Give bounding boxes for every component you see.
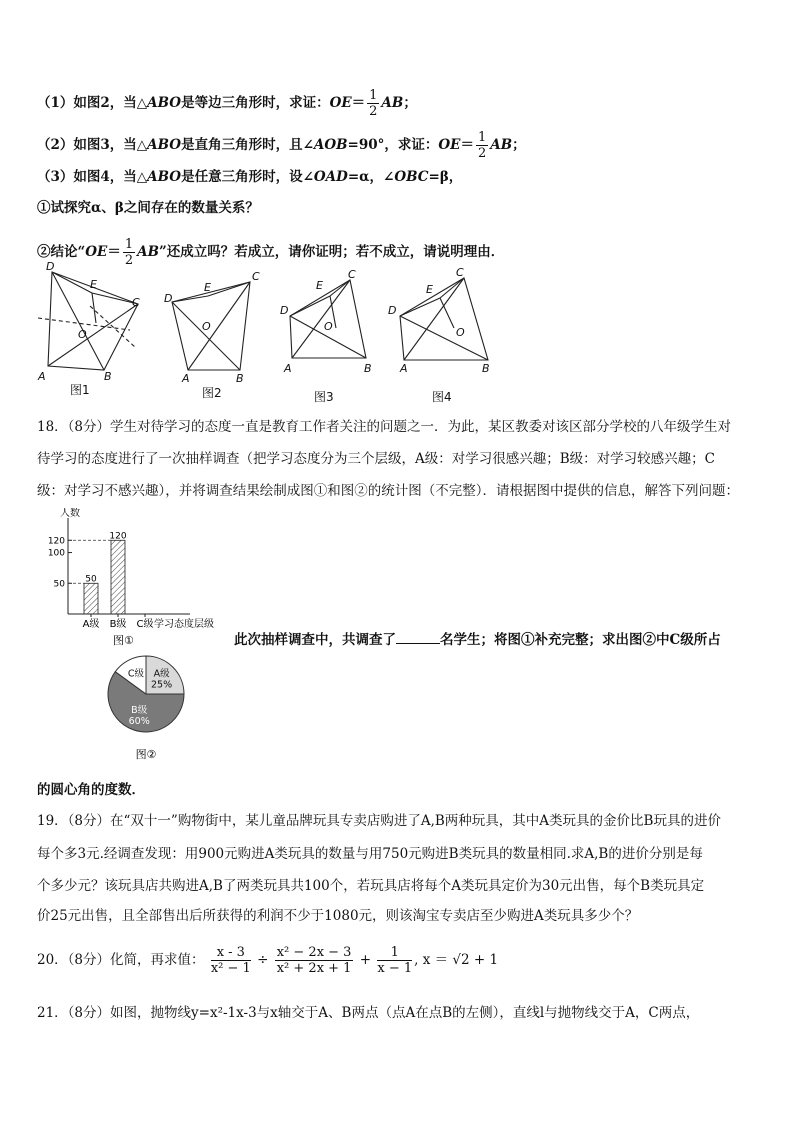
pie-chart bbox=[100, 654, 200, 762]
y-axis-label: 人数 bbox=[60, 508, 80, 519]
q18-line2: 待学习的态度进行了一次抽样调查（把学习态度分为三个层级，A级：对学习很感兴趣；B级：对学习较感兴趣；C bbox=[37, 451, 715, 467]
q19-line4: 价25元出售，且全部售出后所获得的利润不少于1080元，则该淘宝专卖店至少购进A类玩具多少个？ bbox=[37, 908, 639, 924]
label-o: O bbox=[202, 320, 211, 333]
pie-slice-name: B级 bbox=[131, 704, 148, 716]
label-a: A bbox=[284, 362, 292, 375]
label-e: E bbox=[90, 278, 97, 291]
bar-chart bbox=[40, 508, 240, 650]
bar bbox=[111, 540, 125, 614]
bar-value-label: 120 bbox=[109, 531, 127, 542]
q20: 20．（8分）化简，再求值： $\frac{x - 3}{\text{x² − 1}}$ ÷ $\frac{\text{x² − 2x − 3}}{\text{x² + 2x + 1}}$ + $\frac{1}{x - 1}$ , x ＝ √2 + 1 bbox=[37, 945, 499, 976]
q19-line2: 每个多3元.经调查发现：用900元购进A类玩具的数量与用750元购进B类玩具的数量相同.求A,B的进价分别是每 bbox=[37, 846, 703, 862]
bar bbox=[84, 583, 98, 614]
bar-value-label: 50 bbox=[85, 574, 97, 585]
q17-sub2: ②结论“OE＝ $\frac{1}{2}$ AB”还成立吗？若成立，请你证明；若不成立，请说明理由． bbox=[37, 237, 505, 268]
label-b: B bbox=[482, 362, 490, 375]
label-c: C bbox=[132, 296, 140, 309]
figure-4 bbox=[400, 278, 488, 360]
y-tick-label: 120 bbox=[47, 536, 65, 547]
answer-blank[interactable] bbox=[396, 631, 440, 644]
label-e: E bbox=[316, 279, 323, 292]
q17-part3: （3）如图4，当△ABO是任意三角形时，设∠OAD=α，∠OBC=β， bbox=[37, 169, 463, 185]
caption-fig4: 图4 bbox=[432, 390, 452, 404]
pie-slice-name: C级 bbox=[127, 668, 145, 680]
q18-line3: 级：对学习不感兴趣），并将调查结果绘制成图①和图②的统计图（不完整）．请根据图中提供的信息，解答下列问题： bbox=[37, 483, 739, 499]
fraction-half: $\frac{1}{2}$ bbox=[369, 88, 378, 119]
label-o: O bbox=[324, 320, 333, 333]
label-d: D bbox=[280, 304, 289, 317]
label-o: O bbox=[78, 328, 87, 341]
pie-slice-name: A级 bbox=[153, 668, 170, 680]
caption-fig2: 图2 bbox=[202, 386, 222, 400]
label-o: O bbox=[456, 326, 465, 339]
chart-caption: 图② bbox=[135, 748, 157, 761]
q17-sub1: ①试探究α、β之间存在的数量关系？ bbox=[37, 200, 259, 216]
q21-line1: 21．（8分）如图，抛物线y=x²-1x-3与x轴交于A、B两点（点A在点B的左侧），直线l与抛物线交于A，C两点， bbox=[37, 1005, 700, 1021]
pie-slice-label: 60% bbox=[128, 715, 150, 727]
label-a: A bbox=[182, 372, 190, 385]
label-c: C bbox=[456, 266, 464, 279]
fraction-3: $\frac{1}{x - 1}$ bbox=[377, 945, 413, 976]
fraction-half: $\frac{1}{2}$ bbox=[124, 237, 134, 268]
label-d: D bbox=[388, 304, 397, 317]
label-e: E bbox=[204, 281, 211, 294]
label-a: A bbox=[38, 370, 46, 383]
y-tick-label: 100 bbox=[47, 548, 65, 559]
x-tick-label: B级 bbox=[109, 619, 127, 630]
geometry-figures bbox=[30, 258, 510, 408]
label-d: D bbox=[164, 292, 173, 305]
q18-line1: 18．（8分）学生对待学习的态度一直是教育工作者关注的问题之一．为此，某区教委对该区部分学校的八年级学生对 bbox=[37, 419, 732, 435]
q18-question: 此次抽样调查中，共调查了 名学生；将图①补充完整；求出图②中C级所占 bbox=[234, 632, 721, 648]
fraction-1: $\frac{x - 3}{\text{x² − 1}}$ bbox=[210, 945, 251, 976]
pie-slice-label: 25% bbox=[151, 679, 173, 691]
q19-line3: 个多少元？该玩具店共购进A,B了两类玩具共100个，若玩具店将每个A类玩具定价为30元出售，每个B类玩具定 bbox=[37, 878, 705, 894]
q19-line1: 19．（8分）在“双十一”购物街中，某儿童品牌玩具专卖店购进了A,B两种玩具，其中A类玩具的金价比B玩具的进价 bbox=[37, 813, 721, 829]
label-a: A bbox=[400, 362, 408, 375]
x-tick-label: C级 bbox=[136, 619, 154, 630]
fraction-half: $\frac{1}{2}$ bbox=[477, 130, 487, 161]
figure-2 bbox=[172, 282, 250, 370]
x-tick-label: A级 bbox=[82, 619, 100, 630]
label-b: B bbox=[236, 372, 244, 385]
label-b: B bbox=[104, 370, 112, 383]
figure-1 bbox=[38, 272, 138, 370]
figure-3 bbox=[290, 280, 366, 358]
chart-caption: 图① bbox=[113, 634, 134, 647]
label-c: C bbox=[348, 268, 356, 281]
caption-fig3: 图3 bbox=[314, 390, 334, 404]
caption-fig1: 图1 bbox=[70, 383, 90, 397]
q18-question-end: 的圆心角的度数． bbox=[37, 782, 145, 798]
q17-part1: （1）如图2，当△ABO是等边三角形时，求证：OE＝ $\frac{1}{2}$ AB； bbox=[37, 88, 417, 119]
x-axis-label: 学习态度层级 bbox=[154, 619, 214, 630]
label-d: D bbox=[46, 260, 55, 273]
fraction-2: $\frac{\text{x² − 2x − 3}}{\text{x² + 2x + 1}}$ bbox=[276, 945, 352, 976]
label-e: E bbox=[426, 283, 433, 296]
label-b: B bbox=[364, 362, 372, 375]
q17-part2: （2）如图3，当△ABO是直角三角形时，且∠AOB=90°，求证：OE＝ $\frac{1}{2}$ AB； bbox=[37, 130, 526, 161]
y-tick-label: 50 bbox=[53, 579, 65, 590]
label-c: C bbox=[252, 270, 260, 283]
